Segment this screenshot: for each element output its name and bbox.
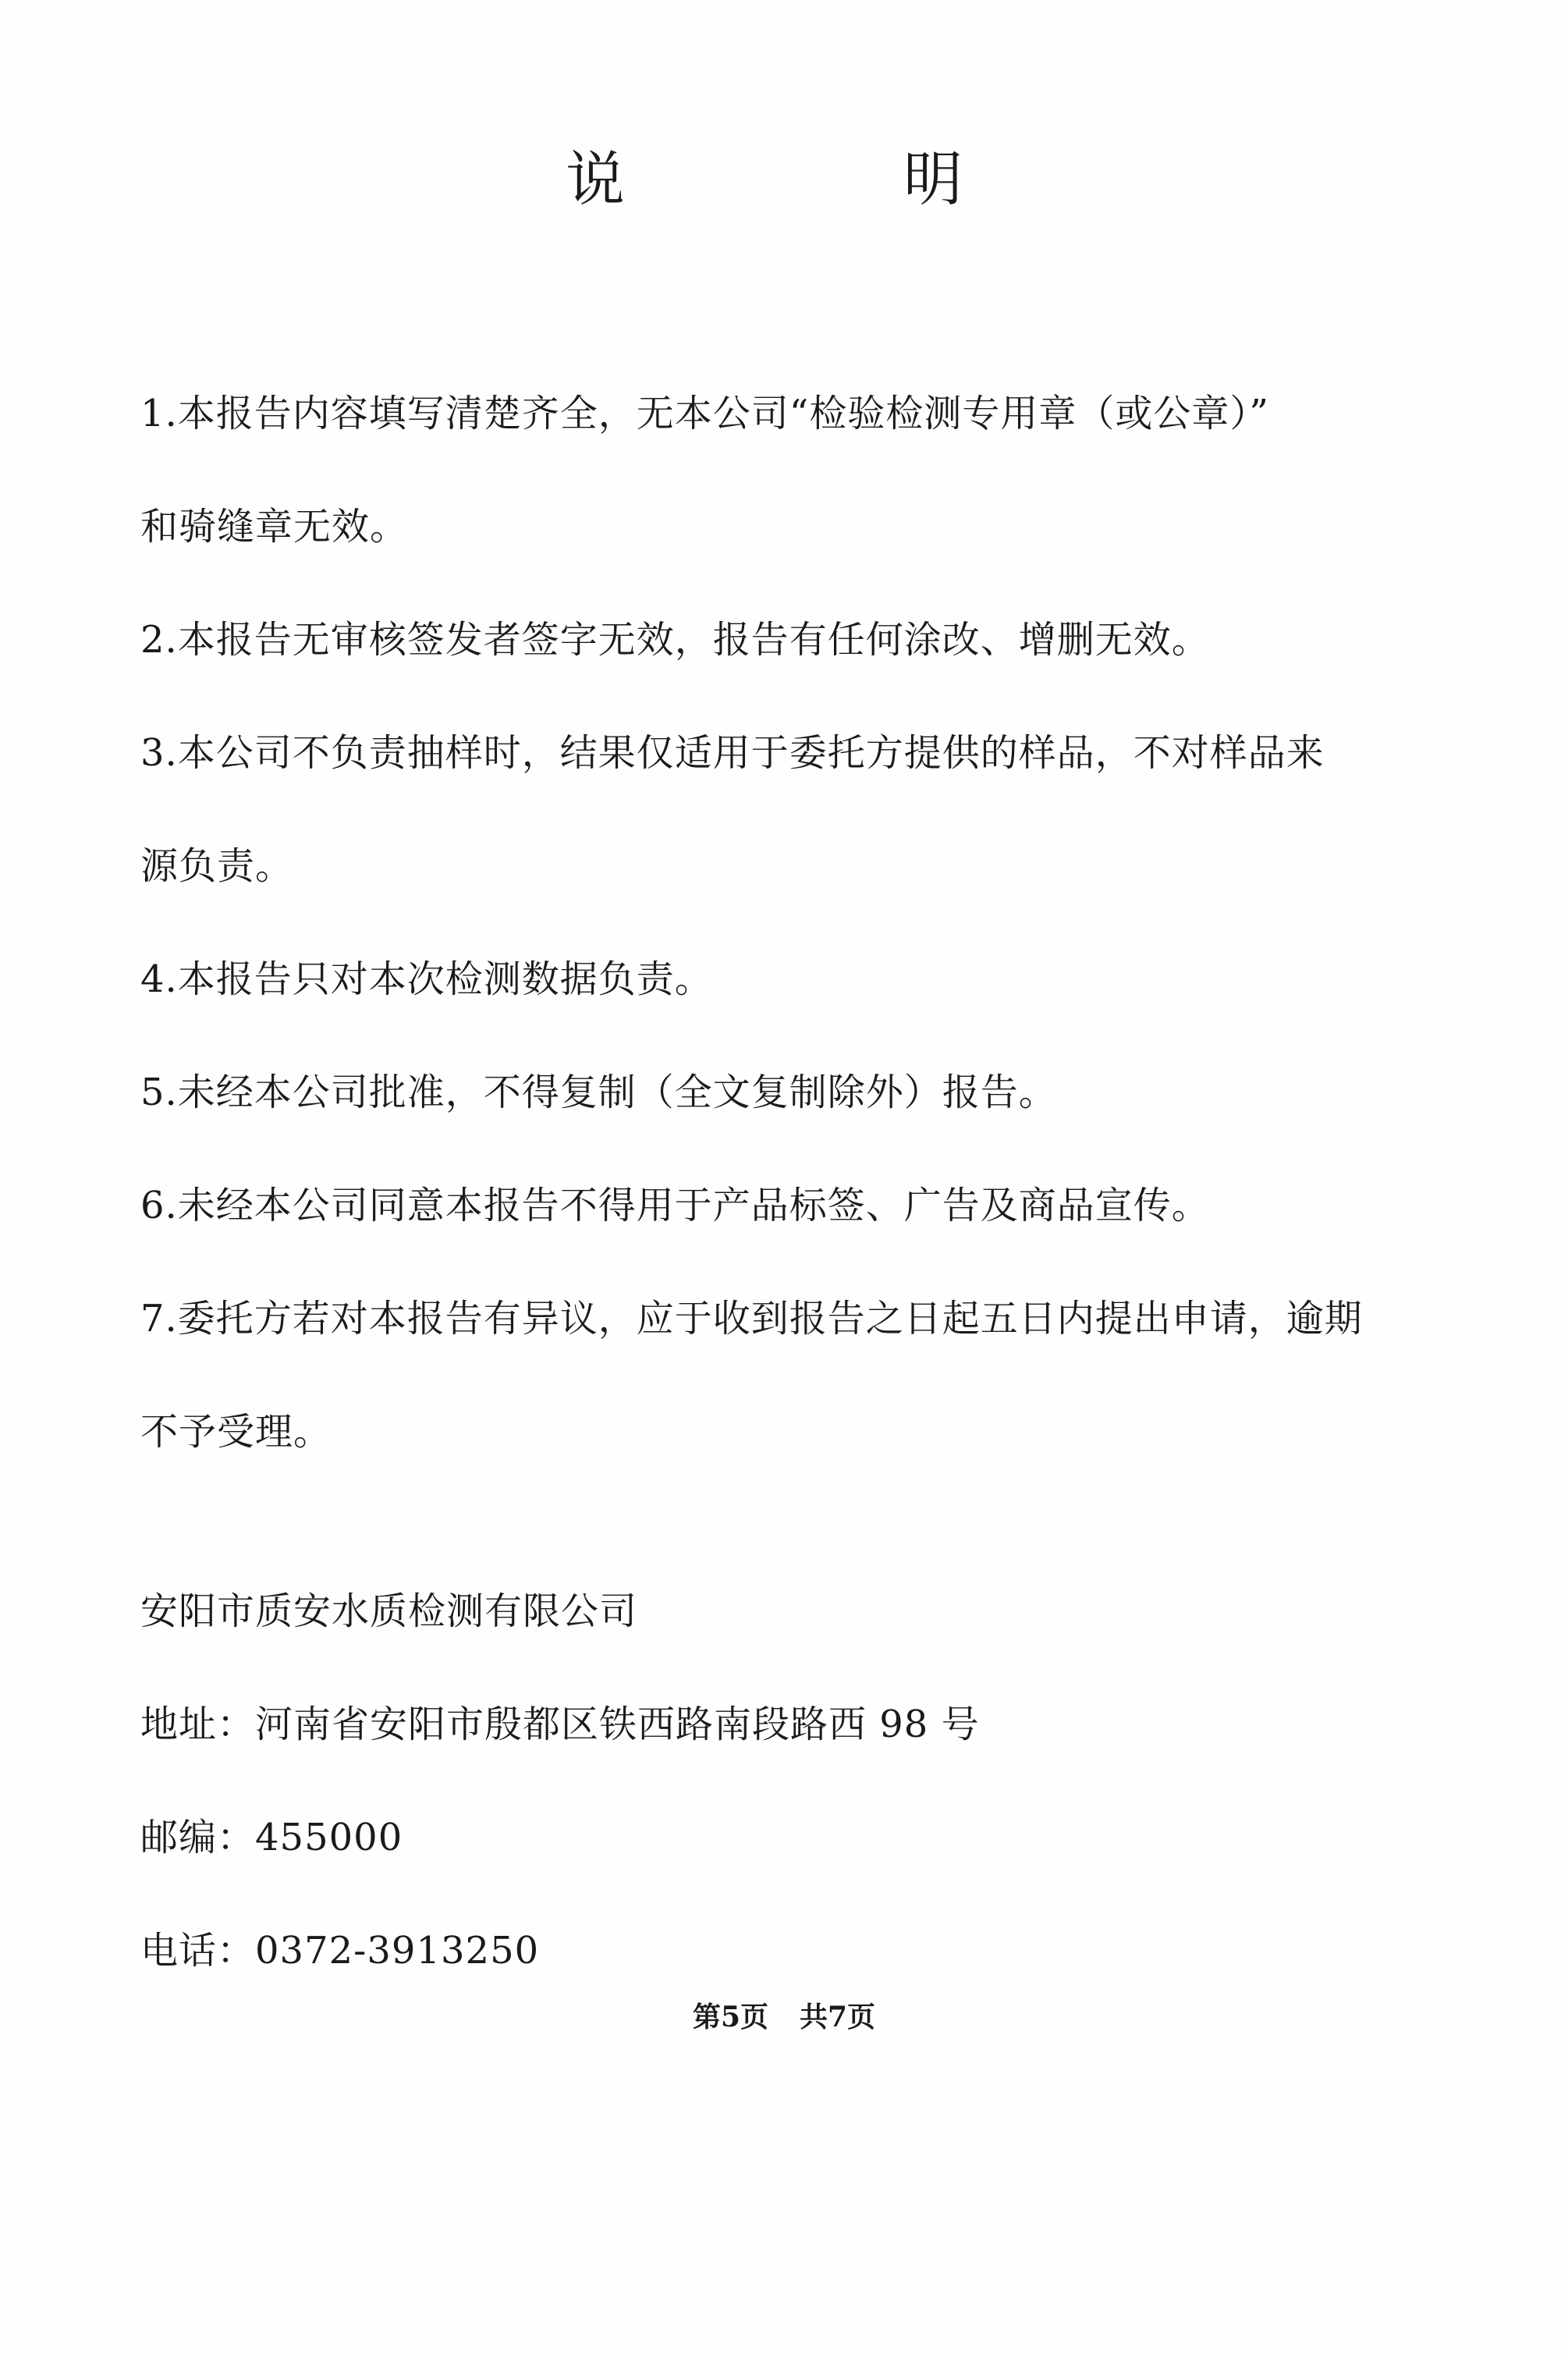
company-postcode: 邮编：455000 xyxy=(140,1816,403,1859)
company-address: 地址：河南省安阳市殷都区铁西路南段路西 98 号 xyxy=(140,1703,980,1746)
note-2: 2.本报告无审核签发者签字无效，报告有任何涂改、增删无效。 xyxy=(140,618,1210,662)
page-footer xyxy=(0,1998,1568,2037)
title-char-2: 明 xyxy=(903,144,963,214)
note-5: 5.未经本公司批准，不得复制（全文复制除外）报告。 xyxy=(140,1071,1057,1114)
page-total: 共7页 xyxy=(800,2001,876,2033)
note-4: 4.本报告只对本次检测数据负责。 xyxy=(140,957,713,1001)
company-phone: 电话：0372-3913250 xyxy=(140,1929,540,1973)
note-3-line-1: 3.本公司不负责抽样时，结果仅适用于委托方提供的样品，不对样品来 xyxy=(140,731,1325,775)
page-number: 第5页 xyxy=(692,2001,768,2033)
note-3-line-2: 源负责。 xyxy=(140,844,294,888)
title-char-1: 说 xyxy=(566,144,625,214)
note-6: 6.未经本公司同意本报告不得用于产品标签、广告及商品宣传。 xyxy=(140,1184,1210,1227)
page-title xyxy=(0,133,1568,226)
note-1-line-2: 和骑缝章无效。 xyxy=(140,505,409,549)
company-name: 安阳市质安水质检测有限公司 xyxy=(140,1589,638,1633)
note-1-line-1: 1.本报告内容填写清楚齐全，无本公司“检验检测专用章（或公章）” xyxy=(140,392,1269,435)
note-7-line-1: 7.委托方若对本报告有异议，应于收到报告之日起五日内提出申请，逾期 xyxy=(140,1297,1363,1341)
note-7-line-2: 不予受理。 xyxy=(140,1410,332,1454)
